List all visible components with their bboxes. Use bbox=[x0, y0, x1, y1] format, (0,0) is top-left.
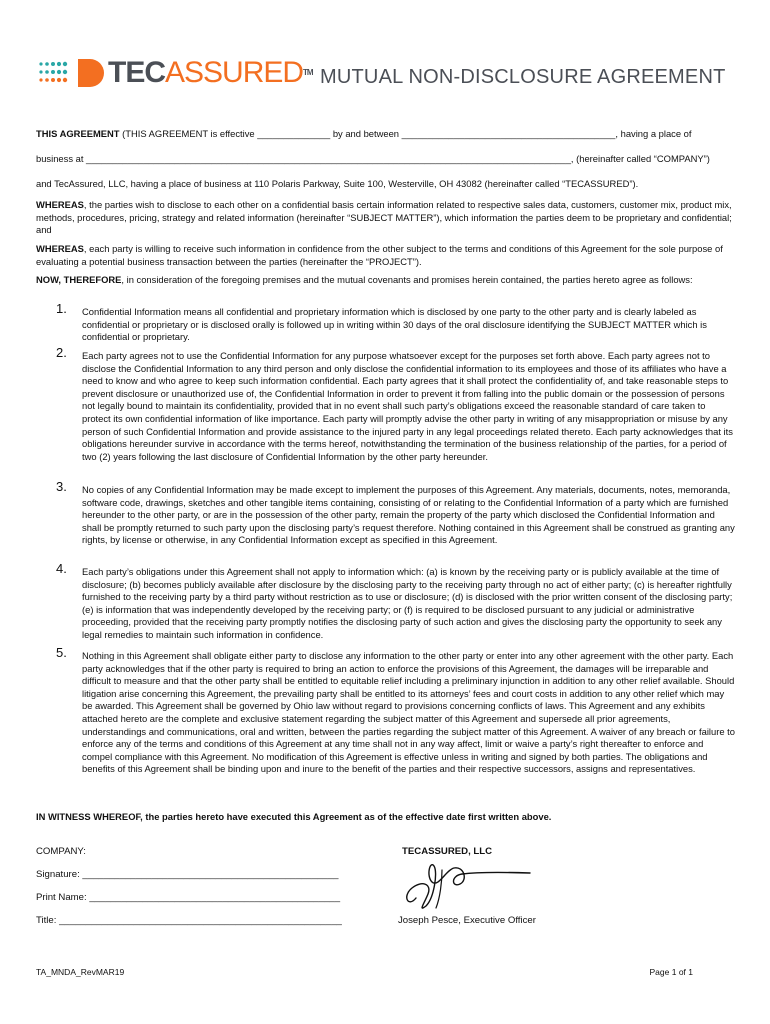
company-print-name-field[interactable]: Print Name: _______________________________________________ bbox=[36, 892, 341, 903]
footer-revision: TA_MNDA_RevMAR19 bbox=[36, 967, 125, 977]
logo-dots-icon bbox=[38, 60, 74, 84]
logo-d-mark-icon bbox=[74, 56, 108, 90]
footer-page-number: Page 1 of 1 bbox=[649, 967, 693, 977]
clause-2 bbox=[36, 345, 736, 463]
clause-4 bbox=[36, 561, 736, 642]
witness-statement: IN WITNESS WHEREOF, the parties hereto have executed this Agreement as of the effective date first written above. bbox=[36, 811, 552, 822]
intro-line-2: business at _____________________________________________________________________________________________, (hereinafter called “COMPANY”) bbox=[36, 153, 710, 164]
company-title-field[interactable]: Title: _____________________________________________________ bbox=[36, 915, 342, 926]
clause-number: 5. bbox=[56, 645, 67, 660]
whereas-paragraph-1: WHEREAS, the parties wish to disclose to each other on a confidential basis certain information related to respective sales data, customers, customer mix, product mix, methods, procedures, pricing, strategy and related information (hereinafter “SUBJECT MATTER”), which information the parties deem to be proprietary and confidential; and bbox=[36, 199, 732, 236]
intro-line-1: THIS AGREEMENT (THIS AGREEMENT is effective ______________ by and between _________________________________________, having a place of bbox=[36, 128, 692, 139]
clause-text: Confidential Information means all confidential and proprietary information which is disclosed by one party to the other party and is clearly labeled as confidential or proprietary or is disclosed orally is followed up in writing within 30 days of the oral disclosure identifying the SUBJECT MATTER which is confidential or proprietary. bbox=[82, 306, 707, 343]
tecassured-label: TECASSURED, LLC bbox=[402, 846, 493, 857]
clause-5 bbox=[36, 645, 736, 776]
clause-text: Each party’s obligations under this Agreement shall not apply to information which: (a) is known by the receiving party or is publicly available at the time of disclosure; (b) becomes publicly available after disclosure by the disclosing party to the receiving party through no act of either party; (c) is hereafter rightfully furnished to the receiving party by a third party without restriction as to use or disclosure; (d) is disclosed with the prior written consent of the disclosing party; (e) is information that was independently developed by the receiving party; or (f) is required to be disclosed pursuant to any judicial or administrative proceeding, provided that the receiving party promptly notifies the disclosing party of such action and gives the disclosing party the opportunity to seek any legal remedies to maintain such information in confidence. bbox=[82, 566, 733, 640]
company-signature-field[interactable]: Signature: ________________________________________________ bbox=[36, 869, 339, 880]
clause-text: Each party agrees not to use the Confidential Information for any purpose whatsoever except for the purposes set forth above. Each party agrees not to disclose the Confidential Information to any third person and only disclose the confidential information to its employees and those of its affiliates who have a need to know and who agree to keep such information confidential. Each party agrees that it shall protect the confidentiality of, and take reasonable steps to prevent disclosure or unauthorized use of, the Confidential Information in order to prevent it from falling into the public domain or the possession of persons not legally bound to maintain its confidentiality, provided that in no event shall such party’s obligations exceed the reasonable standard of care taken to protect its own confidential information of like importance. Each party will promptly advise the other party in writing of any misappropriation or misuse by any person of such Confidential Information and provide assistance to the injured party in any legal proceedings related thereto. Each party acknowledges that its obligations hereunder survive in accordance with the terms hereof, notwithstanding the termination of the business relationship of the parties, for a period of two (2) years following the last disclosure of Confidential Information by the other party hereunder. bbox=[82, 350, 733, 462]
company-label: COMPANY: bbox=[36, 846, 86, 857]
clause-text: Nothing in this Agreement shall obligate either party to disclose any information to the other party or enter into any other agreement with the other party. Each party acknowledges that if the other party is required to bring an action to enforce the provisions of this Agreement, the damages will be irreparable and difficult to measure and that the other party shall be entitled to equitable relief including a preliminary injunction in addition to any other relief available. Should litigation arise concerning this Agreement, the prevailing party shall be entitled to its attorneys’ fees and court costs in addition to any other relief which may be awarded. This Agreement shall be governed by Ohio law without regard to provisions concerning conflicts of laws. This Agreement and any exhibits attached hereto are the complete and exclusive statement regarding the subject matter of this Agreement and supersede all prior agreements, understandings and communications, oral and written, between the parties regarding the subject matter of this Agreement. A waiver of any breach or failure to enforce any of the terms and conditions of this Agreement at any time shall not in any way affect, limit or waive a party’s right thereafter to enforce and compel compliance with this Agreement. No modification of this Agreement is effective unless in writing and signed by both parties. The obligations and benefits of this Agreement shall be binding upon and inure to the benefit of the parties and their respective successors, assigns and representatives. bbox=[82, 650, 735, 775]
intro-line-3: and TecAssured, LLC, having a place of business at 110 Polaris Parkway, Suite 100, Westerville, OH 43082 (hereinafter called “TECASSURED”). bbox=[36, 178, 639, 189]
clause-number: 2. bbox=[56, 345, 67, 360]
whereas-paragraph-2: WHEREAS, each party is willing to receive such information in confidence from the other subject to the terms and conditions of this Agreement for the sole purpose of evaluating a potential business transaction between the parties (hereinafter the “PROJECT”). bbox=[36, 243, 723, 267]
clause-1 bbox=[36, 301, 736, 344]
handwritten-signature-icon bbox=[398, 858, 538, 914]
clause-number: 3. bbox=[56, 479, 67, 494]
clause-number: 1. bbox=[56, 301, 67, 316]
clause-number: 4. bbox=[56, 561, 67, 576]
tecassured-logo bbox=[38, 56, 313, 92]
tecassured-signer: Joseph Pesce, Executive Officer bbox=[398, 915, 536, 926]
logo-wordmark: TECASSURED™ bbox=[108, 56, 313, 89]
clause-text: No copies of any Confidential Information may be made except to implement the purposes of this Agreement. Any materials, documents, notes, memoranda, software code, drawings, sketches and other tangible items containing, consisting of or relating to the Confidential Information of a party which are furnished hereunder to the other party, or are in the possession of the other party, remain the property of the party which disclosed the Confidential Information and shall be promptly returned to such party upon the disclosing party’s request therefore. Nothing contained in this Agreement shall be construed as granting any rights, by license or otherwise, in any Confidential Information except as specified in this Agreement. bbox=[82, 484, 735, 546]
now-therefore-paragraph: NOW, THEREFORE, in consideration of the foregoing premises and the mutual covenants and promises herein contained, the parties hereto agree as follows: bbox=[36, 274, 693, 285]
clause-3 bbox=[36, 479, 736, 547]
document-title: MUTUAL NON-DISCLOSURE AGREEMENT bbox=[320, 66, 726, 88]
